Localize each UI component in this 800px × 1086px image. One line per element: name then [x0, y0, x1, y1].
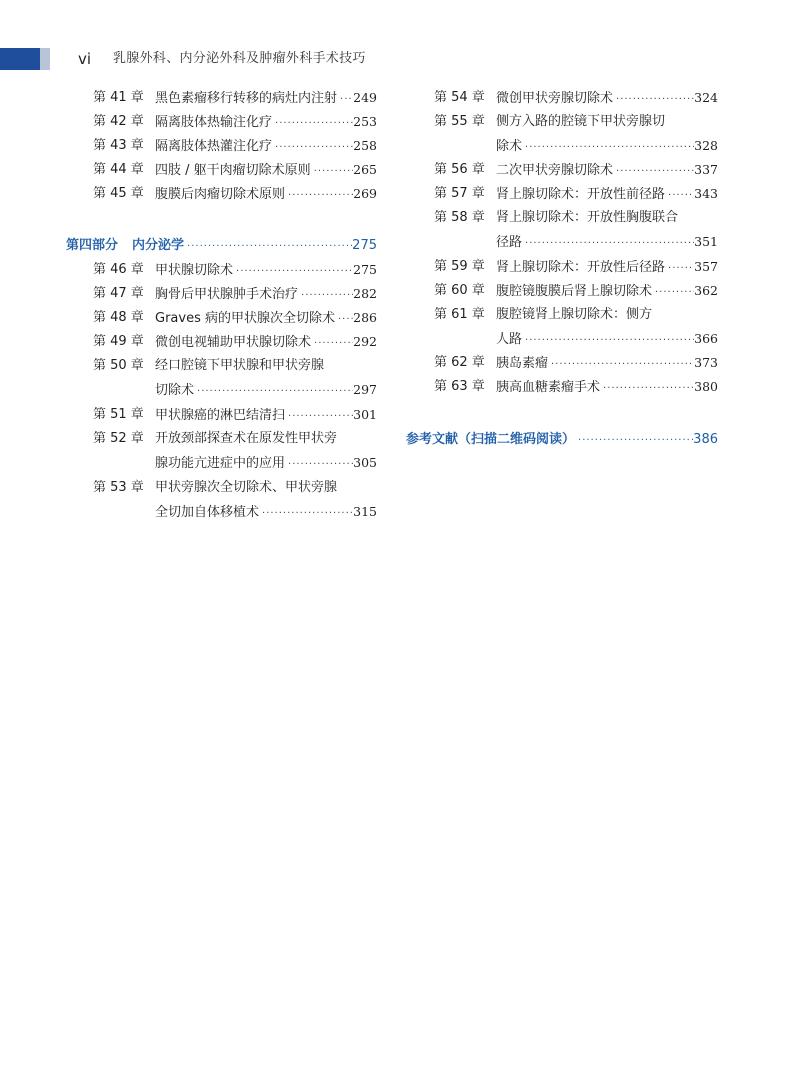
- chapter-number: 第 45 章: [93, 186, 144, 201]
- page-ref: 301: [353, 407, 377, 422]
- dot-leader: [337, 88, 353, 112]
- page-ref: 275: [352, 238, 377, 253]
- chapter-title: 胸骨后甲状腺肿手术治疗: [155, 287, 299, 302]
- chapter-title-line1: 甲状旁腺次全切除术、甲状旁腺: [155, 480, 338, 495]
- toc-entry-ch60[interactable]: [434, 279, 718, 303]
- dot-leader: [522, 329, 694, 353]
- toc-entry-ch61-cont[interactable]: [434, 327, 718, 351]
- chapter-title-line2: 腺功能亢进症中的应用: [155, 456, 286, 471]
- chapter-number: 第 60 章: [434, 283, 485, 298]
- dot-leader: [600, 377, 694, 401]
- chapter-title: Graves 病的甲状腺次全切除术: [155, 311, 335, 326]
- chapter-number: 第 48 章: [93, 310, 144, 325]
- toc-entry-ch42[interactable]: [93, 110, 377, 134]
- dot-leader: [259, 502, 353, 526]
- toc-entry-ch52[interactable]: [93, 427, 377, 451]
- chapter-title: 黑色素瘤移行转移的病灶内注射: [155, 91, 338, 106]
- chapter-title: 四肢 / 躯干肉瘤切除术原则: [155, 163, 311, 178]
- running-title: 乳腺外科、内分泌外科及肿瘤外科手术技巧: [113, 51, 366, 66]
- references-title: 参考文献（扫描二维码阅读）: [406, 432, 576, 447]
- chapter-title-line1: 肾上腺切除术：开放性胸腹联合: [496, 210, 679, 225]
- toc-entry-ch57[interactable]: [434, 182, 718, 206]
- chapter-title: 二次甲状旁腺切除术: [496, 163, 614, 178]
- page-ref: 269: [353, 186, 377, 201]
- chapter-title: 隔离肢体热输注化疗: [155, 115, 273, 130]
- page-ref: 265: [353, 162, 377, 177]
- toc-entry-ch50[interactable]: [93, 354, 377, 378]
- dot-leader: [522, 232, 694, 256]
- page-number: vi: [78, 50, 92, 68]
- dot-leader: [665, 257, 694, 281]
- page-ref: 362: [694, 283, 718, 298]
- toc-references[interactable]: [406, 428, 718, 452]
- toc-entry-ch48[interactable]: [93, 306, 377, 330]
- toc-entry-ch46[interactable]: [93, 258, 377, 282]
- dot-leader: [298, 284, 353, 308]
- toc-entry-ch59[interactable]: [434, 255, 718, 279]
- toc-entry-ch44[interactable]: [93, 158, 377, 182]
- chapter-title: 腹腔镜腹膜后肾上腺切除术: [496, 284, 653, 299]
- toc-entry-ch53[interactable]: [93, 476, 377, 500]
- toc-entry-ch63[interactable]: [434, 375, 718, 399]
- toc-entry-ch55[interactable]: [434, 110, 718, 134]
- toc-entry-ch61[interactable]: [434, 303, 718, 327]
- page-ref: 386: [693, 432, 718, 447]
- page-ref: 380: [694, 379, 718, 394]
- dot-leader: [285, 184, 353, 208]
- chapter-title: 隔离肢体热灌注化疗: [155, 139, 273, 154]
- toc-part-endocrinology[interactable]: [66, 234, 377, 258]
- toc-entry-ch56[interactable]: [434, 158, 718, 182]
- page-ref: 305: [353, 455, 377, 470]
- dot-leader: [285, 405, 353, 429]
- chapter-title-line2: 除术: [496, 139, 523, 154]
- chapter-number: 第 63 章: [434, 379, 485, 394]
- page-ref: 337: [694, 162, 718, 177]
- header-color-bar: [0, 48, 40, 70]
- chapter-number: 第 56 章: [434, 162, 485, 177]
- chapter-title: 甲状腺癌的淋巴结清扫: [155, 408, 286, 423]
- chapter-number: 第 46 章: [93, 262, 144, 277]
- page-ref: 373: [694, 355, 718, 370]
- toc-entry-ch58-cont[interactable]: [434, 230, 718, 254]
- toc-entry-ch49[interactable]: [93, 330, 377, 354]
- part-label: 第四部分: [66, 238, 119, 253]
- chapter-title: 肾上腺切除术：开放性后径路: [496, 260, 666, 275]
- toc-entry-ch55-cont[interactable]: [434, 134, 718, 158]
- dot-leader: [613, 88, 694, 112]
- chapter-title-line2: 全切加自体移植术: [155, 505, 260, 520]
- chapter-number: 第 58 章: [434, 210, 485, 225]
- dot-leader: [652, 281, 694, 305]
- page-ref: 324: [694, 90, 718, 105]
- chapter-number: 第 51 章: [93, 407, 144, 422]
- dot-leader: [184, 235, 352, 259]
- toc-entry-ch52-cont[interactable]: [93, 451, 377, 475]
- chapter-number: 第 55 章: [434, 114, 485, 129]
- chapter-number: 第 49 章: [93, 334, 144, 349]
- chapter-title: 微创电视辅助甲状腺切除术: [155, 335, 312, 350]
- dot-leader: [335, 308, 353, 332]
- dot-leader: [194, 380, 353, 404]
- page-ref: 253: [353, 114, 377, 129]
- header-color-bar-tail: [40, 48, 50, 70]
- chapter-number: 第 50 章: [93, 358, 144, 373]
- dot-leader: [613, 160, 694, 184]
- chapter-number: 第 42 章: [93, 114, 144, 129]
- chapter-title-line1: 腹腔镜肾上腺切除术：侧方: [496, 307, 653, 322]
- toc-entry-ch43[interactable]: [93, 134, 377, 158]
- toc-entry-ch51[interactable]: [93, 403, 377, 427]
- chapter-number: 第 61 章: [434, 307, 485, 322]
- toc-entry-ch45[interactable]: [93, 182, 377, 206]
- chapter-title: 甲状腺切除术: [155, 263, 234, 278]
- page-ref: 286: [353, 310, 377, 325]
- dot-leader: [311, 332, 353, 356]
- page-ref: 282: [353, 286, 377, 301]
- chapter-number: 第 41 章: [93, 90, 144, 105]
- chapter-number: 第 62 章: [434, 355, 485, 370]
- toc-entry-ch62[interactable]: [434, 351, 718, 375]
- chapter-title-line1: 开放颈部探查术在原发性甲状旁: [155, 431, 338, 446]
- dot-leader: [522, 136, 694, 160]
- toc-entry-ch53-cont[interactable]: [93, 500, 377, 524]
- part-title: 内分泌学: [132, 238, 185, 253]
- chapter-title-line1: 侧方入路的腔镜下甲状旁腺切: [496, 114, 666, 129]
- page-ref: 366: [694, 331, 718, 346]
- page-ref: 292: [353, 334, 377, 349]
- chapter-number: 第 59 章: [434, 259, 485, 274]
- page-ref: 351: [694, 234, 718, 249]
- chapter-title-line2: 人路: [496, 332, 523, 347]
- page-ref: 297: [353, 382, 377, 397]
- page-ref: 275: [353, 262, 377, 277]
- chapter-title: 肾上腺切除术：开放性前径路: [496, 187, 666, 202]
- page-ref: 315: [353, 504, 377, 519]
- dot-leader: [311, 160, 353, 184]
- page-ref: 328: [694, 138, 718, 153]
- toc-entry-ch47[interactable]: [93, 282, 377, 306]
- dot-leader: [665, 184, 694, 208]
- page-ref: 249: [353, 90, 377, 105]
- chapter-title-line1: 经口腔镜下甲状腺和甲状旁腺: [155, 358, 325, 373]
- chapter-title: 胰高血糖素瘤手术: [496, 380, 601, 395]
- toc-entry-ch50-cont[interactable]: [93, 378, 377, 402]
- chapter-number: 第 53 章: [93, 480, 144, 495]
- chapter-number: 第 43 章: [93, 138, 144, 153]
- toc-entry-ch54[interactable]: [434, 86, 718, 110]
- chapter-title-line2: 切除术: [155, 383, 195, 398]
- page-ref: 357: [694, 259, 718, 274]
- page-ref: 258: [353, 138, 377, 153]
- dot-leader: [272, 136, 353, 160]
- chapter-number: 第 57 章: [434, 186, 485, 201]
- dot-leader: [575, 429, 693, 453]
- chapter-title: 胰岛素瘤: [496, 356, 549, 371]
- page-ref: 343: [694, 186, 718, 201]
- toc-entry-ch58[interactable]: [434, 206, 718, 230]
- chapter-number: 第 44 章: [93, 162, 144, 177]
- dot-leader: [272, 112, 353, 136]
- chapter-title-line2: 径路: [496, 235, 523, 250]
- chapter-title: 微创甲状旁腺切除术: [496, 91, 614, 106]
- chapter-number: 第 52 章: [93, 431, 144, 446]
- toc-entry-ch41[interactable]: [93, 86, 377, 110]
- dot-leader: [548, 353, 694, 377]
- dot-leader: [233, 260, 353, 284]
- chapter-title: 腹膜后肉瘤切除术原则: [155, 187, 286, 202]
- dot-leader: [285, 453, 353, 477]
- chapter-number: 第 47 章: [93, 286, 144, 301]
- chapter-number: 第 54 章: [434, 90, 485, 105]
